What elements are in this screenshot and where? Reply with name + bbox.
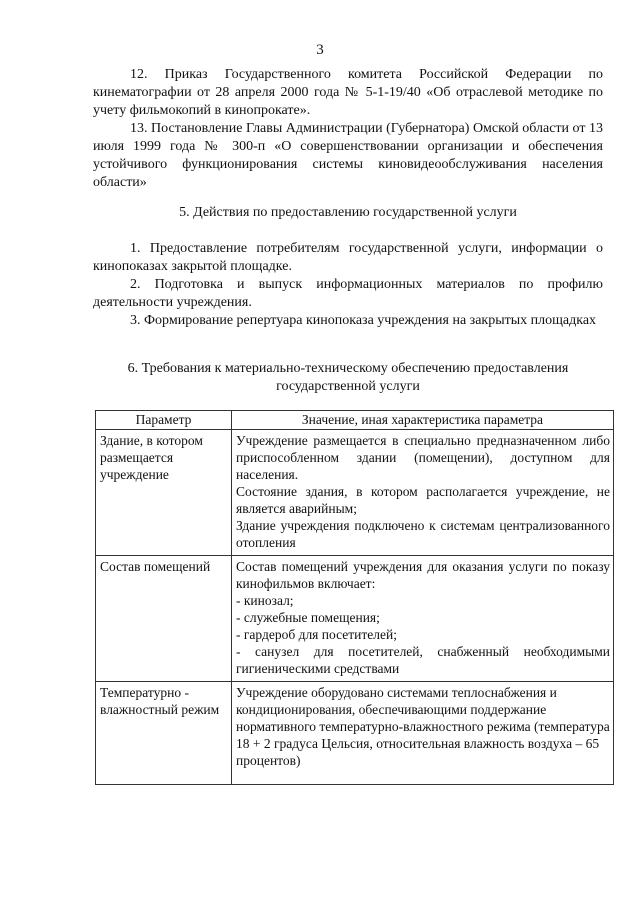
section-6-heading-line-2: государственной услуги — [276, 379, 420, 394]
row-value — [232, 556, 614, 682]
value-line: Учреждение оборудовано системами теплоснабжения и кондиционирования, обеспечивающими поддержание нормативного температурно-влажностного режима (температура 18 + 2 градуса Цельсия, относительная влажность воздуха – 65 процентов) — [236, 685, 610, 768]
table-row — [96, 430, 614, 556]
row-param: Температурно - влажностный режим — [96, 682, 232, 785]
section-5-item-3 — [93, 312, 603, 330]
section-5-item-2 — [93, 276, 603, 312]
section-5-item-3-text: 3. Формирование репертуара кинопоказа учреждения на закрытых площадках — [130, 313, 597, 328]
value-line: Состав помещений учреждения для оказания услуги по показу кинофильмов включает: — [236, 559, 610, 591]
row-param: Здание, в котором размещается учреждение — [96, 430, 232, 556]
table-row — [96, 556, 614, 682]
section-5-item-1-text: 1. Предоставление потребителям государственной услуги, информации о кинопоказах закрытой площадке. — [93, 241, 603, 274]
row-value — [232, 430, 614, 556]
value-line: Здание учреждения подключено к системам централизованного отопления — [236, 518, 610, 550]
section-5-heading: 5. Действия по предоставлению государственной услуги — [179, 205, 517, 220]
value-line: Состояние здания, в котором располагается учреждение, не является аварийным; — [236, 484, 610, 516]
intro-item-12 — [93, 66, 603, 120]
value-line: Учреждение размещается в специально предназначенном либо приспособленном здании (помещении), доступном для населения. — [236, 433, 610, 482]
row-value — [232, 682, 614, 785]
intro-item-12-text: 12. Приказ Государственного комитета Российской Федерации по кинематографии от 28 апреля 2000 года № 5-1-19/40 «Об отраслевой методике по учету фильмокопий в кинопрокате». — [93, 67, 603, 118]
row-param: Состав помещений — [96, 556, 232, 682]
header-value: Значение, иная характеристика параметра — [232, 411, 614, 430]
section-6-heading-line-1: 6. Требования к материально-техническому обеспечению предоставления — [127, 361, 569, 376]
page-number: 3 — [316, 42, 324, 58]
value-line: - служебные помещения; — [236, 610, 380, 625]
header-param: Параметр — [96, 411, 232, 430]
section-5-item-1 — [93, 240, 603, 276]
section-5-item-2-text: 2. Подготовка и выпуск информационных материалов по профилю деятельности учреждения. — [93, 277, 603, 310]
table-row — [96, 682, 614, 785]
value-line: - санузел для посетителей, снабженный необходимыми гигиеническими средствами — [236, 644, 610, 676]
requirements-table — [95, 410, 614, 785]
section-6-heading — [93, 360, 603, 396]
intro-item-13-text: 13. Постановление Главы Администрации (Губернатора) Омской области от 13 июля 1999 года № 300-п «О совершенствовании организации и обеспечения устойчивого функционирования системы киновидеообслуживания населения области» — [93, 121, 603, 190]
intro-item-13 — [93, 120, 603, 192]
table-header-row — [96, 411, 614, 430]
value-line: - гардероб для посетителей; — [236, 627, 397, 642]
value-line: - кинозал; — [236, 593, 294, 608]
